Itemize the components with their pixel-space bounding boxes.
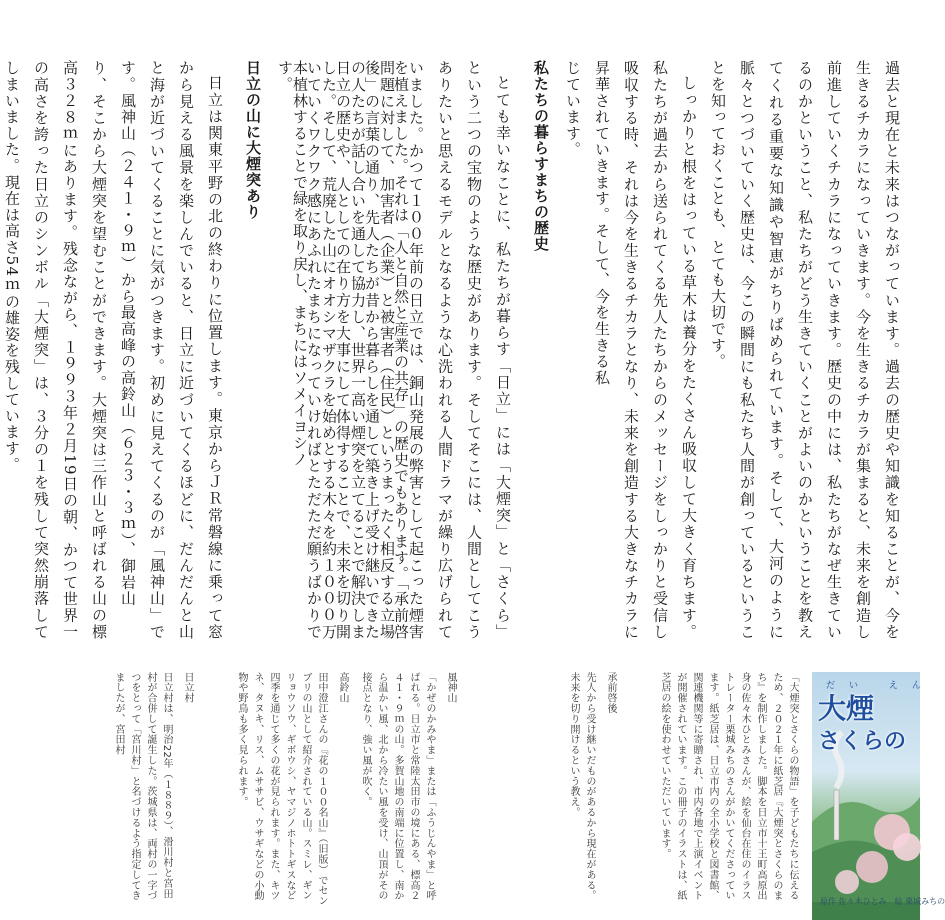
main-text-left (3, 60, 415, 640)
note-kamishibai (618, 672, 800, 908)
paragraph-past-present-future: 過去と現在と未来はつながっています。過去の歴史や知識を知ることが、今を生きるチカラになっていきます。今を生きるチカラが集まると、未来を創造し前進していくチカラになっていきます。歴史の中には、私たちがなぜ生きているのかということ、私たちがどう生きていくことがよいのかということを教えてくれる重要な知識や智恵がちりばめられています。そして、大河のように脈々とつづいていく歴史は、今この瞬間にも私たち人間が創っているということを知っておくことも、とても大切です。 (709, 60, 901, 640)
section-heading-great-chimney: 日立の山に大煙突あり (244, 60, 262, 220)
note-hitachi-mura (10, 672, 195, 908)
cover-credit: 原作 佐々木ひとみ 絵 栗城みちの (820, 897, 945, 906)
paragraph-two-treasures: とても幸いなことに、私たちが暮らす「日立」には「大煙突」と「さくら」という二つの宝物のような歴史があります。そしてそこには、人間としてこうありたいと思えるモデルとなるような心洗われる人間ドラマが繰り広げられていました。かつて１００年前の日立では、銅山発展の弊害として起こった煙害問題に対して、加害者（企業）と被害者（住民）というまったく相反する立場の人たちが話し合いを通して協力し、世界一高い煙突を立てることで解決しました。そして、荒廃した山にオオシマザクラを始めとする木々を約１０００万本植林することで緑を取り戻し、まちにはソメイヨシノ (291, 60, 512, 640)
note-hitachimura-title: 日立村 (182, 672, 193, 704)
note-kazekami-title: 風神山 (445, 672, 456, 704)
note-shoumae-keigo (570, 672, 618, 908)
cover-title: 大煙 (818, 692, 875, 725)
note-shoumae-text: 先人から受け継いだものがあるから現在がある。未来を切り開けるという教え。 (568, 672, 595, 901)
paragraph-chimney-collapse: り、そこから大煙突を望むことができます。大煙突は三作山と呼ばれる山の標高３２８ｍにあります。残念ながら、１９９３年２月19日の朝、かつて世界一の高さを誇った日立のシンボル「大煙突」は、３分の１を残して突然崩落してしまいました。現在は高さ54ｍの雄姿を残しています。 (3, 60, 108, 640)
note-shoumae-title: 承前啓後 (605, 672, 616, 714)
note-hitachimura-text: 日立村は、明治22年（１８８９）、滑川村と宮田村が合併して誕生した。茨城県は、両村の一字づつをとって「宮川村」と名づけるよう指定してきましたが、宮田村 (113, 672, 172, 901)
paragraph-kanto-plain: 日立は関東平野の北の終わりに位置します。東京からＪＲ常磐線に乗って窓から見える風景を楽しんでいると、日立に近づいてくるほどに、だんだんと山と海が近づいてくることに気がつきます。初めに見えてくるのが「風神山」です。風神山（２４１・９ｍ）から最高峰の高鈴山（６２３・３ｍ）、御岩山 (119, 60, 224, 640)
cover-ruby: だい えん (826, 681, 935, 691)
note-kamishibai-text: 「大煙突とさくらの物語」を子どもたちに伝えるため、２０２１年に紙芝居『大煙突とさくらのまち』を制作しました。脚本を日立市十王町高原出身の佐々木ひとみさんが、絵を仙台在住のイラストレーター栗城みちのさんがかいてくださっています。紙芝居は、日立市内の全小学校と図書館、関連機関等に寄贈され、市内各地で上演イベントが開催されています。この冊子のイラストは、紙芝居の絵を使わせていただいています。 (659, 672, 798, 901)
cover-subtitle: さくらの (818, 729, 907, 754)
note-kazekami-yama (362, 672, 458, 908)
section-heading-town-history: 私たちの暮らすまちの歴史 (532, 60, 550, 252)
note-takasuzu-text: 田中澄江さんの『花の１００名山』（旧版）でセンブリの山として紹介されている山。スミレ、ギンリョウソウ、ギボウシ、ヤマジノホトトギスなど四季を通じて多くの花が見られます。また、キツネ、タヌキ、リス、ムササビ、ウサギなどの小動物や野鳥も多く見られます。 (236, 672, 327, 907)
note-takasuzu-yama (236, 672, 350, 908)
paragraph-continuation: じています。 (564, 60, 582, 158)
paragraph-roots: しっかりと根をはっている草木は養分をたくさん吸収して大きく育ちます。私たちが過去から送られてくる先人たちからのメッセージをしっかりと受信し吸収する時、それは今を生きるチカラとなり、未来を創造する大きなチカラに昇華されていきます。そして、今を生きる私 (593, 60, 698, 640)
note-takasuzu-title: 高鈴山 (337, 672, 348, 704)
note-kazekami-text: 「かぜのかみやま」または「ふうじんやま」と呼ばれる。日立市と常陸太田市の境にある、標高２４１・９ｍの山。多賀山地の南端に位置し、南から温かい風、北から冷たい風を受け、山頂がその接点となり、強い風が吹く。 (360, 672, 435, 901)
kamishibai-cover-image (812, 672, 945, 920)
paragraph-coexistence: を植えました。それは「人と自然と産業の共存」の歴史でもあります。「承前啓後」の言葉の通り、先人たちが昔から暮らしを通して築き上げ受け継いできた日立の歴史や、人としての在り方を大事にして体得することで、未来を切り開いていくワクワク感にあふれたまちになっていければとただただ願うばかりです。 (276, 60, 410, 640)
